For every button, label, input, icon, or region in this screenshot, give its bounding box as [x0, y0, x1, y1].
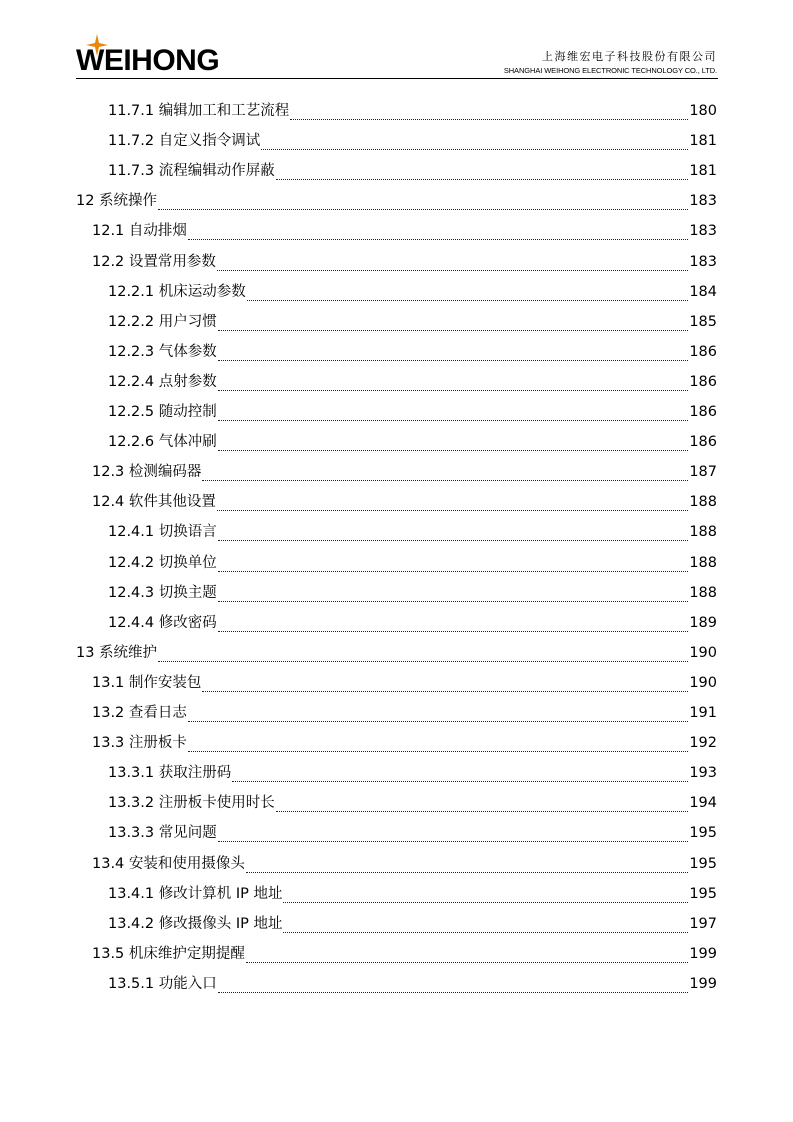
- toc-entry[interactable]: [76, 638, 717, 668]
- toc-entry[interactable]: [108, 608, 717, 638]
- toc-entry[interactable]: [108, 548, 717, 578]
- toc-entry[interactable]: [108, 96, 717, 126]
- toc-entry-page-number: 186: [689, 373, 717, 390]
- toc-entry[interactable]: [108, 758, 717, 788]
- toc-entry[interactable]: [92, 728, 717, 758]
- toc-entry[interactable]: [108, 277, 717, 307]
- toc-entry-title: 13.5.1 功能入口: [108, 975, 217, 992]
- toc-entry-page-number: 183: [689, 223, 717, 240]
- dot-leader: [218, 831, 689, 842]
- toc-entry-title: 13.3 注册板卡: [92, 735, 187, 752]
- toc-entry-page-number: 183: [689, 193, 717, 210]
- toc-entry-page-number: 188: [689, 524, 717, 541]
- toc-entry-page-number: 187: [689, 464, 717, 481]
- dot-leader: [188, 229, 688, 240]
- toc-entry[interactable]: [108, 337, 717, 367]
- dot-leader: [218, 350, 689, 361]
- toc-entry[interactable]: [92, 247, 717, 277]
- toc-entry-title: 13.3.2 注册板卡使用时长: [108, 795, 275, 812]
- dot-leader: [218, 440, 689, 451]
- toc-entry[interactable]: [108, 969, 717, 999]
- dot-leader: [158, 199, 688, 210]
- toc-entry-title: 12.2.1 机床运动参数: [108, 283, 246, 300]
- dot-leader: [218, 982, 689, 993]
- dot-leader: [218, 320, 689, 331]
- toc-entry-page-number: 188: [689, 494, 717, 511]
- toc-entry[interactable]: [92, 487, 717, 517]
- toc-entry[interactable]: [108, 517, 717, 547]
- toc-entry-page-number: 194: [689, 795, 717, 812]
- toc-entry-title: 12.2.4 点射参数: [108, 373, 217, 390]
- dot-leader: [217, 500, 688, 511]
- dot-leader: [290, 109, 688, 120]
- toc-entry-page-number: 185: [689, 313, 717, 330]
- toc-entry-page-number: 184: [689, 283, 717, 300]
- toc-entry-page-number: 188: [689, 554, 717, 571]
- toc-entry[interactable]: [108, 578, 717, 608]
- dot-leader: [218, 561, 689, 572]
- toc-entry-page-number: 192: [689, 735, 717, 752]
- toc-entry-page-number: 199: [689, 945, 717, 962]
- toc-entry-title: 11.7.2 自定义指令调试: [108, 133, 261, 150]
- toc-entry-title: 11.7.3 流程编辑动作屏蔽: [108, 163, 275, 180]
- toc-entry-page-number: 183: [689, 253, 717, 270]
- toc-entry-title: 12 系统操作: [76, 193, 158, 210]
- toc-entry-page-number: 189: [689, 614, 717, 631]
- toc-entry[interactable]: [108, 367, 717, 397]
- toc-entry-title: 12.4.3 切换主题: [108, 584, 217, 601]
- toc-entry[interactable]: [108, 307, 717, 337]
- toc-entry[interactable]: [108, 909, 717, 939]
- toc-entry-page-number: 191: [689, 705, 717, 721]
- toc-entry-title: 13.1 制作安装包: [92, 674, 202, 691]
- dot-leader: [246, 862, 688, 873]
- toc-entry-page-number: 190: [689, 644, 717, 661]
- toc-entry[interactable]: [76, 186, 717, 216]
- company-name-cn: 上海维宏电子科技股份有限公司: [542, 50, 717, 63]
- dot-leader: [218, 530, 689, 541]
- toc-entry-page-number: 180: [689, 103, 717, 119]
- toc-entry-title: 12.2.5 随动控制: [108, 404, 217, 420]
- dot-leader: [276, 169, 689, 180]
- toc-entry-page-number: 190: [689, 674, 717, 691]
- dot-leader: [261, 139, 688, 150]
- toc-entry-page-number: 199: [689, 975, 717, 992]
- dot-leader: [217, 260, 688, 271]
- dot-leader: [247, 290, 689, 301]
- toc-entry[interactable]: [108, 126, 717, 156]
- toc-entry[interactable]: [92, 939, 717, 969]
- dot-leader: [218, 591, 689, 602]
- toc-entry-title: 13.5 机床维护定期提醒: [92, 945, 245, 962]
- toc-entry-page-number: 197: [689, 915, 717, 932]
- dot-leader: [283, 892, 688, 903]
- toc-entry-title: 12.2.6 气体冲刷: [108, 434, 217, 451]
- toc-entry-title: 12.4.2 切换单位: [108, 554, 217, 571]
- toc-entry[interactable]: [108, 879, 717, 909]
- dot-leader: [218, 621, 689, 632]
- dot-leader: [283, 922, 688, 933]
- toc-entry-title: 13.4.1 修改计算机 IP 地址: [108, 885, 283, 902]
- toc-entry-title: 13.4 安装和使用摄像头: [92, 855, 245, 872]
- toc-entry-page-number: 181: [689, 133, 717, 150]
- toc-entry-title: 13.4.2 修改摄像头 IP 地址: [108, 915, 283, 932]
- dot-leader: [202, 681, 688, 692]
- page-header: [0, 0, 793, 80]
- weihong-logo: [76, 30, 256, 78]
- toc-entry[interactable]: [92, 457, 717, 487]
- toc-entry[interactable]: [92, 849, 717, 879]
- company-name-en: SHANGHAI WEIHONG ELECTRONIC TECHNOLOGY CO., LTD.: [503, 66, 717, 75]
- toc-entry-title: 13 系统维护: [76, 644, 158, 661]
- toc-entry-title: 13.2 查看日志: [92, 705, 187, 721]
- toc-entry-page-number: 181: [689, 163, 717, 180]
- toc-entry[interactable]: [92, 668, 717, 698]
- toc-entry[interactable]: [108, 427, 717, 457]
- dot-leader: [158, 651, 688, 662]
- toc-entry-title: 12.3 检测编码器: [92, 464, 202, 481]
- toc-entry-page-number: 188: [689, 584, 717, 601]
- dot-leader: [188, 711, 688, 722]
- toc-entry-title: 12.2.2 用户习惯: [108, 313, 217, 330]
- header-divider: [76, 78, 718, 79]
- toc-entry-title: 12.4 软件其他设置: [92, 494, 216, 511]
- toc-entry-page-number: 195: [689, 825, 717, 842]
- dot-leader: [232, 771, 688, 782]
- toc-entry-page-number: 195: [689, 855, 717, 872]
- toc-entry-title: 12.4.4 修改密码: [108, 614, 217, 631]
- toc-entry-page-number: 186: [689, 434, 717, 451]
- toc-entry-title: 12.4.1 切换语言: [108, 524, 217, 541]
- toc-entry[interactable]: [92, 698, 717, 728]
- toc-entry-title: 13.3.3 常见问题: [108, 825, 217, 842]
- toc-entry-title: 11.7.1 编辑加工和工艺流程: [108, 103, 290, 119]
- dot-leader: [276, 801, 689, 812]
- dot-leader: [188, 741, 688, 752]
- logo-text: WEIHONG: [76, 44, 220, 77]
- toc-entry-page-number: 186: [689, 404, 717, 420]
- toc-entry-title: 13.3.1 获取注册码: [108, 765, 232, 782]
- toc-entry[interactable]: [108, 818, 717, 848]
- dot-leader: [246, 952, 688, 963]
- toc-entry[interactable]: [108, 788, 717, 818]
- toc-entry-title: 12.2.3 气体参数: [108, 343, 217, 360]
- toc-entry-page-number: 193: [689, 765, 717, 782]
- toc-entry[interactable]: [108, 156, 717, 186]
- toc-entry-title: 12.2 设置常用参数: [92, 253, 216, 270]
- toc-entry-title: 12.1 自动排烟: [92, 223, 187, 240]
- toc-entry[interactable]: [108, 397, 717, 427]
- dot-leader: [202, 470, 688, 481]
- toc-entry-page-number: 186: [689, 343, 717, 360]
- dot-leader: [218, 410, 689, 421]
- toc-entry[interactable]: [92, 216, 717, 246]
- toc-entry-page-number: 195: [689, 885, 717, 902]
- dot-leader: [218, 380, 689, 391]
